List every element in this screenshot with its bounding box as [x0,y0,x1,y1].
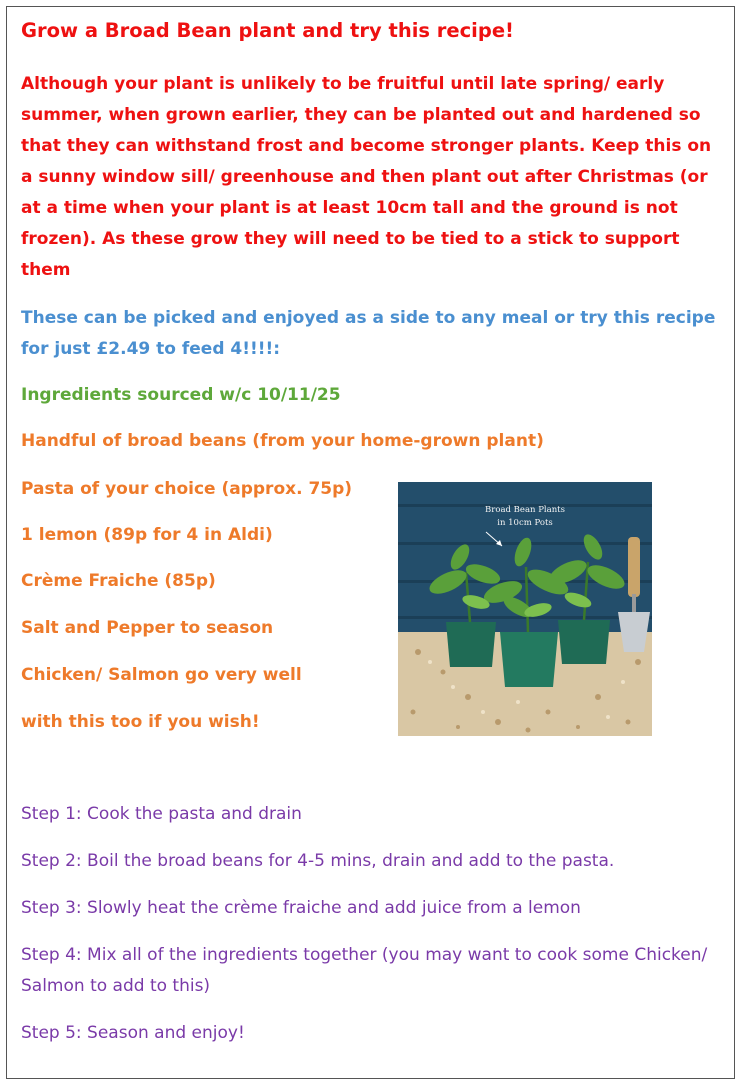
ingredient-item: 1 lemon (89p for 4 in Aldi) [21,525,273,545]
ingredient-item: with this too if you wish! [21,712,260,732]
ingredient-item: Crème Fraiche (85p) [21,571,216,591]
ingredient-item: Pasta of your choice (approx. 75p) [21,479,353,499]
photo-caption-line: in 10cm Pots [497,518,553,528]
recipe-step: Step 1: Cook the pasta and drain [21,804,302,824]
recipe-step: Step 5: Season and enjoy! [21,1023,245,1043]
ingredient-item: Salt and Pepper to season [21,618,274,638]
intro-paragraph: Although your plant is unlikely to be fruitful until late spring/ early summer, when grown earlier, they can be planted out and hardened so that they can withstand frost and become stronger plants. Keep this on a sunny window sill/ greenhouse and then plant out after Christmas (or at a time when your plant is at least 10cm tall and the ground is not frozen). As these grow they will need to be tied to a stick to support them [21,74,712,280]
page-title: Grow a Broad Bean plant and try this recipe! [21,19,514,42]
recipe-step: Step 3: Slowly heat the crème fraiche and add juice from a lemon [21,898,581,918]
photo-caption-line: Broad Bean Plants [485,505,565,515]
broad-bean-plants-photo [398,482,652,736]
recipe-step: Step 2: Boil the broad beans for 4-5 mins, drain and add to the pasta. [21,851,615,871]
recipe-step: Step 4: Mix all of the ingredients together (you may want to cook some Chicken/ Salmon to add to this) [21,945,708,996]
ingredients-sourced-date: Ingredients sourced w/c 10/11/25 [21,385,341,405]
ingredient-item: Handful of broad beans (from your home-grown plant) [21,431,544,451]
offer-paragraph: These can be picked and enjoyed as a side to any meal or try this recipe for just £2.49 to feed 4!!!!: [21,308,716,359]
ingredient-item: Chicken/ Salmon go very well [21,665,302,685]
recipe-card [6,6,735,1079]
